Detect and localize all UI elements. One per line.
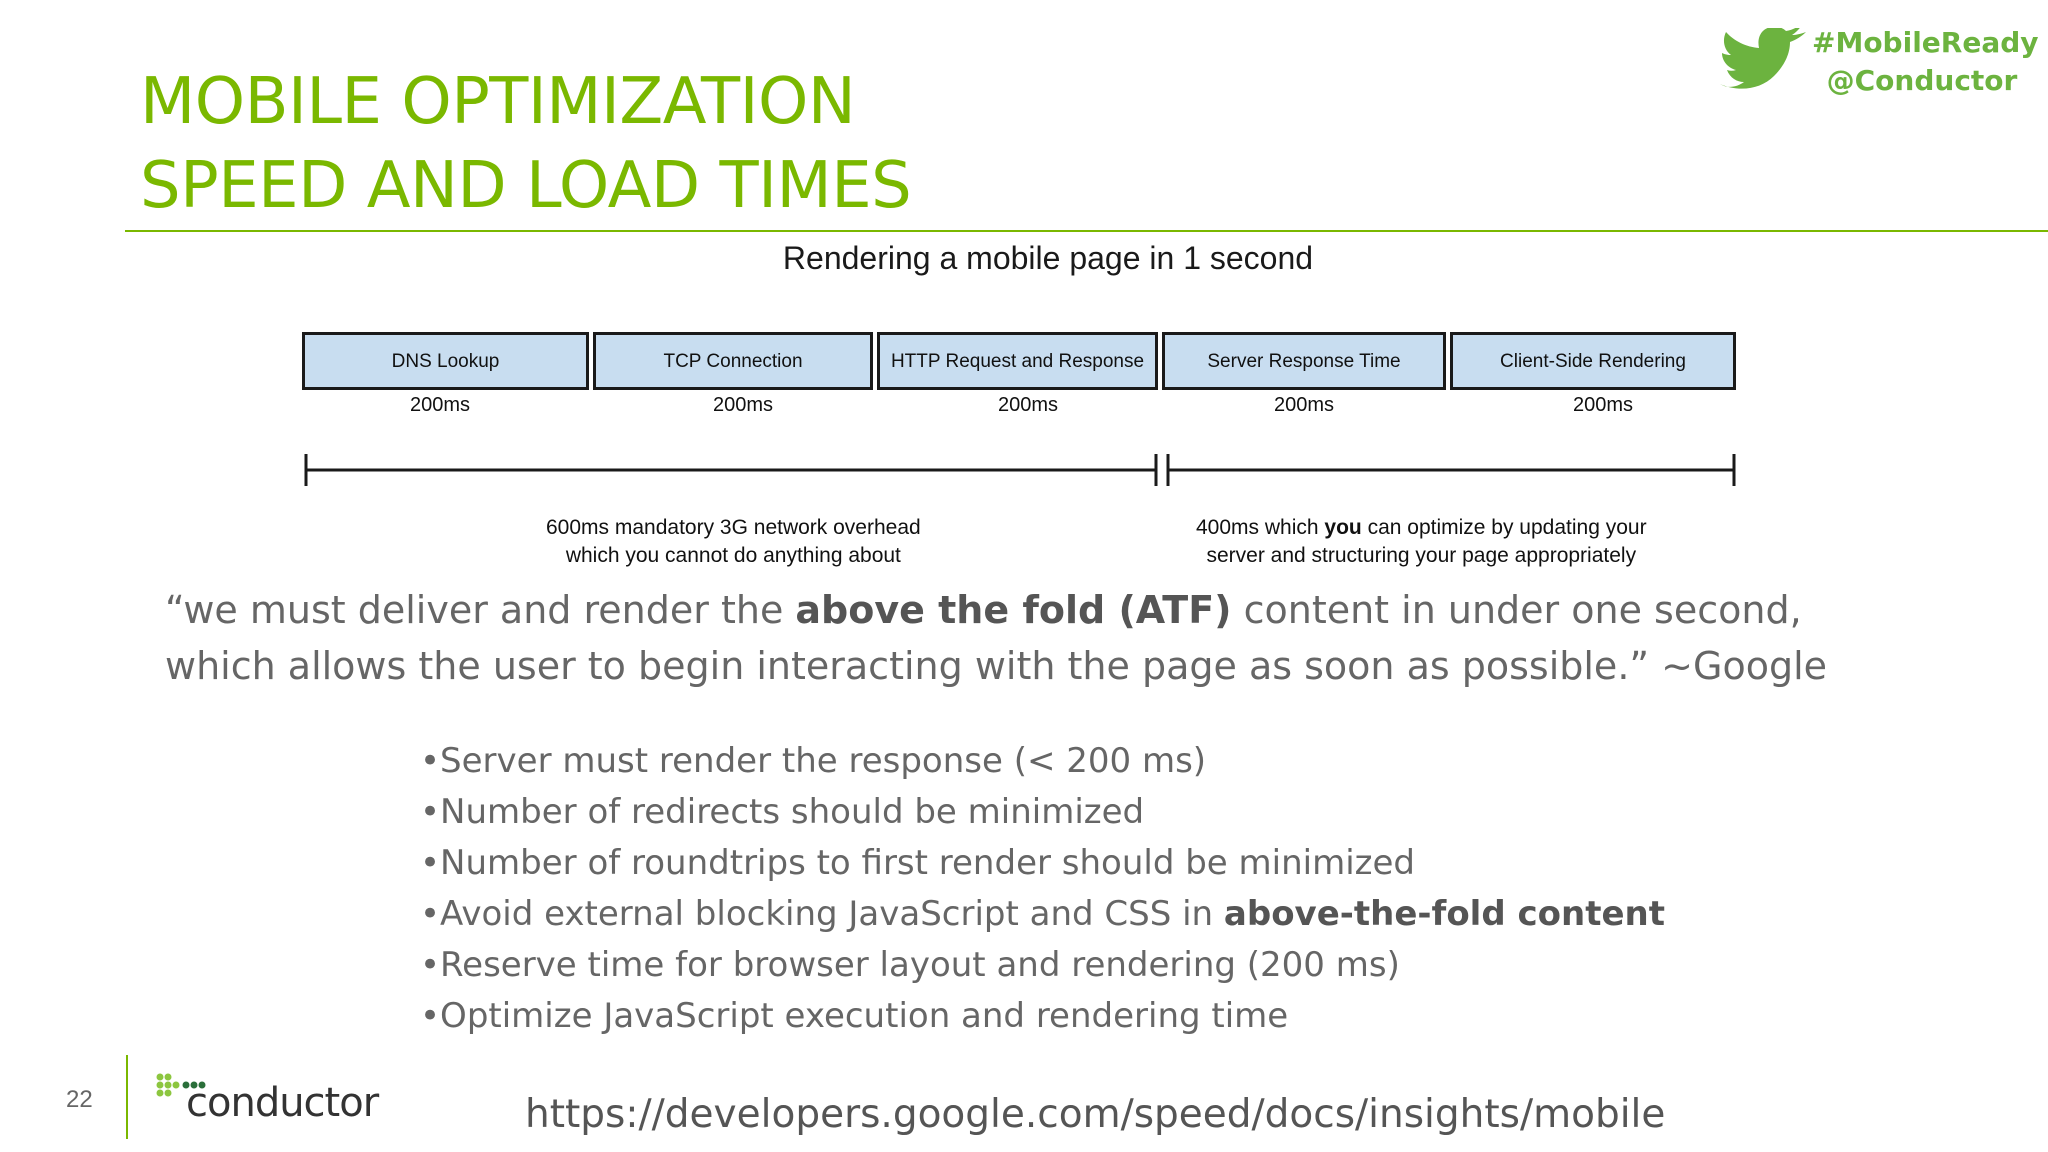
list-item: •Server must render the response (< 200 ms): [420, 741, 1207, 781]
list-item: •Number of redirects should be minimized: [420, 792, 1145, 832]
mandatory-overhead-note: 600ms mandatory 3G network overhead which you cannot do anything about: [546, 516, 921, 567]
twitter-bird-icon: [1716, 28, 1812, 98]
google-quote: “we must deliver and render the above the fold (ATF) content in under one second, which allows the user to begin interacting with the page as soon as possible.” ~Google: [165, 588, 1827, 688]
stage-time-label: 200ms: [1572, 394, 1634, 416]
slide-title-line-1: MOBILE OPTIMIZATION: [140, 65, 856, 139]
optimizable-time-note: 400ms which you can optimize by updating your server and structuring your page appropriately: [1196, 516, 1647, 567]
hashtag-label: #MobileReady: [1812, 26, 2039, 59]
list-item: •Avoid external blocking JavaScript and CSS in above-the-fold content: [420, 894, 1665, 934]
recommendation-list: [420, 736, 1665, 1042]
list-item: •Reserve time for browser layout and rendering (200 ms): [420, 945, 1400, 985]
timeline-brackets: [0, 440, 2048, 490]
source-url[interactable]: https://developers.google.com/speed/docs/insights/mobile: [525, 1092, 1666, 1137]
conductor-logo-text: conductor: [186, 1080, 379, 1126]
diagram-title: Rendering a mobile page in 1 second: [782, 240, 1314, 276]
stage-time-label: 200ms: [1273, 394, 1335, 416]
list-item: •Optimize JavaScript execution and rendering time: [420, 996, 1289, 1036]
slide-title-line-2: SPEED AND LOAD TIMES: [140, 149, 912, 223]
page-number: 22: [66, 1086, 93, 1113]
stage-time-label: 200ms: [712, 394, 774, 416]
twitter-handle-label: @Conductor: [1826, 64, 2018, 97]
stage-tcp-connection: TCP Connection: [593, 332, 873, 390]
stage-time-label: 200ms: [409, 394, 471, 416]
footer-divider: [126, 1055, 128, 1139]
list-item: •Number of roundtrips to first render should be minimized: [420, 843, 1415, 883]
stage-server-response: Server Response Time: [1162, 332, 1446, 390]
stage-dns-lookup: DNS Lookup: [302, 332, 589, 390]
stage-time-label: 200ms: [997, 394, 1059, 416]
stage-client-rendering: Client-Side Rendering: [1450, 332, 1736, 390]
stage-http-request: HTTP Request and Response: [877, 332, 1158, 390]
